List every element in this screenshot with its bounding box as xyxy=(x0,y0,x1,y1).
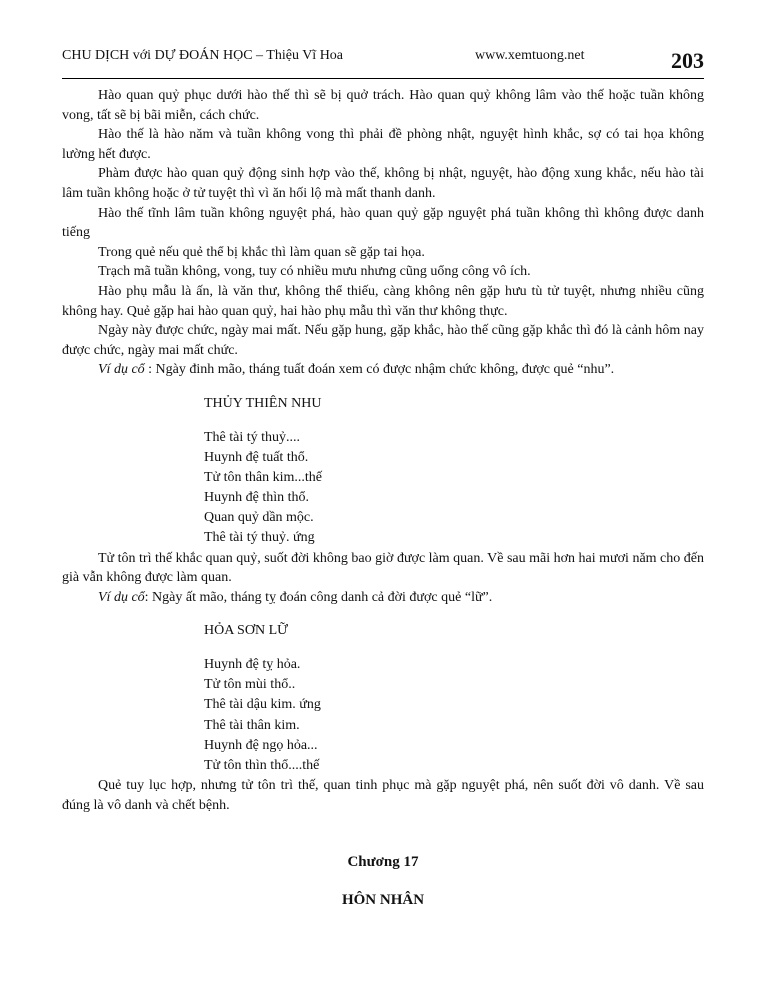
chapter-number: Chương 17 xyxy=(347,854,419,870)
example-intro xyxy=(62,360,704,380)
hexagram-line: Quan quỷ dần mộc. xyxy=(204,510,314,526)
page-number: 203 xyxy=(671,48,704,73)
page-body xyxy=(62,86,704,815)
website-url: www.xemtuong.net xyxy=(475,48,585,63)
book-title: CHU DỊCH với DỰ ĐOÁN HỌC – Thiệu Vĩ Hoa xyxy=(62,48,344,63)
paragraph: Ngày này được chức, ngày mai mất. Nếu gặp hung, gặp khắc, hào thế cũng gặp khắc thì đó là cảnh hôm nay được chức, ngày mai mất chức. xyxy=(62,323,704,358)
paragraph: Hào phụ mẫu là ấn, là văn thư, không thể thiếu, càng không nên gặp hưu tù tử tuyệt, nhưng nhiều cũng không hay. Quẻ gặp hai hào quan quỷ, hai hào phụ mẫu thì văn thư không thực. xyxy=(62,283,704,319)
hexagram-line: Thê tài tý thuỷ. ứng xyxy=(204,530,315,546)
hexagram-line: Thê tài tý thuỷ.... xyxy=(204,429,301,445)
hexagram-line: Tử tôn thân kim...thế xyxy=(204,469,323,485)
example-text: : Ngày ất mão, tháng tỵ đoán công danh cả đời được quẻ “lữ”. xyxy=(144,589,493,605)
hexagram-name: HỎA SƠN LỮ xyxy=(204,623,288,639)
hexagram-line: Thê tài thân kim. xyxy=(204,717,300,733)
hexagram-line: Huynh đệ ngọ hỏa... xyxy=(204,737,318,753)
paragraph: Quẻ tuy lục hợp, nhưng tử tôn trì thế, quan tinh phục mà gặp nguyệt phá, nên suốt đời vô danh. Về sau đúng là vô danh và chết bệnh. xyxy=(62,778,704,813)
hexagram-line: Huynh đệ thìn thổ. xyxy=(204,490,309,506)
paragraph: Trạch mã tuần không, vong, tuy có nhiều mưu nhưng cũng uổng công vô ích. xyxy=(98,264,531,280)
hexagram-line: Tử tôn thìn thổ....thế xyxy=(204,757,320,773)
hexagram-line: Tử tôn mùi thổ.. xyxy=(204,677,296,693)
hexagram-line: Huynh đệ tuất thổ. xyxy=(204,449,309,465)
example-label: Ví dụ cổ xyxy=(98,362,145,378)
paragraph: Hào quan quỷ phục dưới hào thế thì sẽ bị quở trách. Hào quan quỷ không lâm vào thế hoặc tuần không vong, tất sẽ bị bãi miễn, cách chức. xyxy=(62,88,704,123)
paragraph: Phàm được hào quan quỷ động sinh hợp vào thế, không bị nhật, nguyệt, hào động xung khắc, nếu hào tài lâm tuần không hoặc ở tử tuyệt thì vì ăn hối lộ mà mất thanh danh. xyxy=(62,166,704,201)
example-intro xyxy=(62,588,704,608)
example-text: : Ngày đinh mão, tháng tuất đoán xem có được nhậm chức không, được quẻ “nhu”. xyxy=(144,362,615,378)
hexagram-name: THỦY THIÊN NHU xyxy=(204,395,322,411)
hexagram-lines xyxy=(204,428,704,549)
chapter-title: HÔN NHÂN xyxy=(341,892,425,908)
hexagram-line: Thê tài dậu kim. ứng xyxy=(204,697,321,713)
paragraph: Trong quẻ nếu quẻ thể bị khắc thì làm quan sẽ gặp tai họa. xyxy=(98,244,425,260)
paragraph: Hào thế là hào năm và tuần không vong thì phải đề phòng nhật, nguyệt hình khắc, sợ có tai họa không lường hết được. xyxy=(62,127,704,162)
example-label: Ví dụ cổ xyxy=(98,589,145,605)
paragraph: Tử tôn trì thế khắc quan quỷ, suốt đời không bao giờ được làm quan. Về sau mãi hơn hai mươi năm cho đến già vẫn không được làm quan. xyxy=(62,550,704,586)
page-header xyxy=(62,44,704,79)
hexagram-lines xyxy=(204,655,704,776)
paragraph: Hào thế tĩnh lâm tuần không nguyệt phá, hào quan quỷ gặp nguyệt phá tuần không thì không được danh tiếng xyxy=(62,205,704,241)
hexagram-line: Huynh đệ tỵ hỏa. xyxy=(204,657,301,672)
